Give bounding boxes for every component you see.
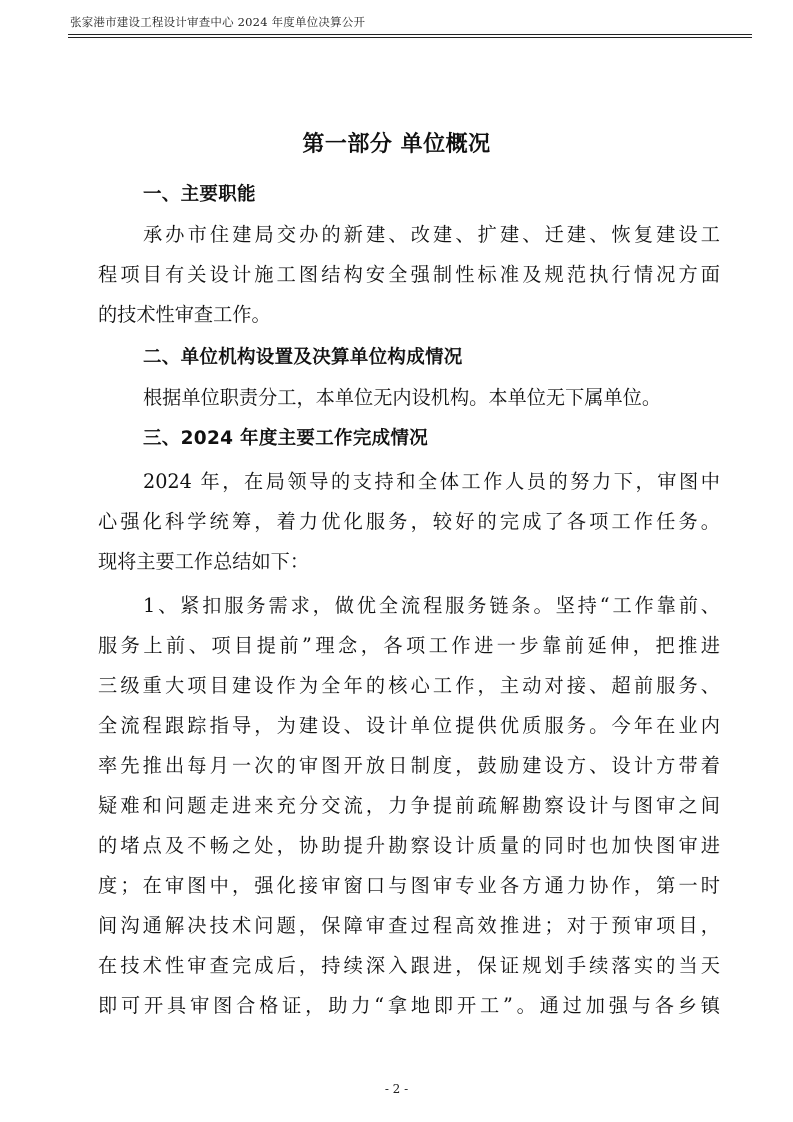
section-heading-work-completion: 三、2024 年度主要工作完成情况 [143,428,429,449]
page-title: 第一部分 单位概况 [302,132,491,157]
section-heading-organization: 二、单位机构设置及决算单位构成情况 [143,347,463,368]
paragraph-line: 根据单位职责分工，本单位无内设机构。本单位无下属单位。 [143,386,662,409]
paragraph-line: 现将主要工作总结如下： [98,550,310,573]
running-header: 张家港市建设工程设计审查中心 2024 年度单位决算公开 [70,15,366,29]
section-heading-main-functions: 一、主要职能 [143,184,256,205]
paragraph-line: 服务上前、项目提前”理念，各项工作进一步靠前延伸，把推进 [98,634,720,657]
paragraph-line: 1、紧扣服务需求，做优全流程服务链条。坚持“工作靠前、 [143,594,720,617]
paragraph-line: 度；在审图中，强化接审窗口与图审专业各方通力协作，第一时 [98,874,720,897]
paragraph-line: 全流程跟踪指导，为建设、设计单位提供优质服务。今年在业内 [98,714,720,737]
page-number: - 2 - [384,1082,409,1096]
paragraph-line: 的堵点及不畅之处，协助提升勘察设计质量的同时也加快图审进 [98,834,720,857]
paragraph-line: 率先推出每月一次的审图开放日制度，鼓励建设方、设计方带着 [98,754,720,777]
paragraph-line: 心强化科学统筹，着力优化服务，较好的完成了各项工作任务。 [98,510,720,533]
paragraph-line: 2024 年，在局领导的支持和全体工作人员的努力下，审图中 [143,470,720,493]
paragraph-line: 疑难和问题走进来充分交流，力争提前疏解勘察设计与图审之间 [98,794,720,817]
paragraph-line: 即可开具审图合格证，助力“拿地即开工”。通过加强与各乡镇 [98,994,720,1017]
paragraph-line: 间沟通解决技术问题，保障审查过程高效推进；对于预审项目， [98,914,720,937]
paragraph-line: 在技术性审查完成后，持续深入跟进，保证规划手续落实的当天 [98,954,720,977]
paragraph-line: 的技术性审查工作。 [98,303,271,326]
header-rule-thin [68,37,752,38]
paragraph-line: 三级重大项目建设作为全年的核心工作，主动对接、超前服务、 [98,674,720,697]
paragraph-line: 承办市住建局交办的新建、改建、扩建、迁建、恢复建设工 [143,223,720,246]
header-rule [68,34,752,35]
paragraph-line: 程项目有关设计施工图结构安全强制性标准及规范执行情况方面 [98,263,720,286]
